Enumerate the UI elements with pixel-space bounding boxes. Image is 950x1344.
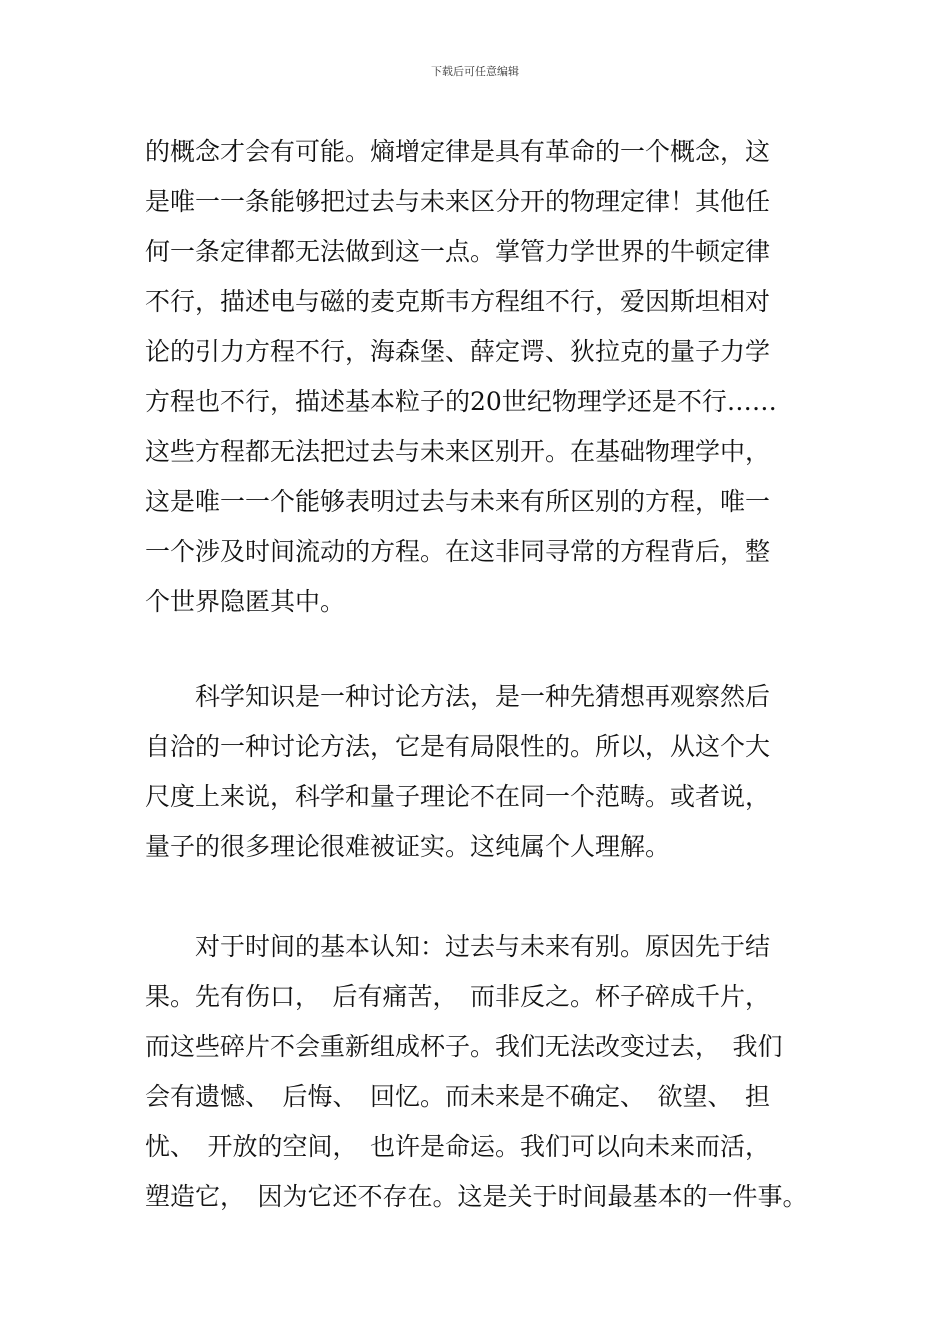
text-line: 塑造它， 因为它还不存在。这是关于时间最基本的一件事。 xyxy=(145,1182,808,1211)
text-line: 果。先有伤口， 后有痛苦， 而非反之。杯子碎成千片， xyxy=(145,982,771,1011)
text-line: 自洽的一种讨论方法，它是有局限性的。所以，从这个大 xyxy=(145,732,771,761)
text-line: 量子的很多理论很难被证实。这纯属个人理解。 xyxy=(145,832,671,861)
text-line: 会有遗憾、 后悔、 回忆。而未来是不确定、 欲望、 担 xyxy=(145,1082,771,1111)
text-line: 尺度上来说，科学和量子理论不在同一个范畴。或者说， xyxy=(145,782,771,811)
text-line: 一个涉及时间流动的方程。在这非同寻常的方程背后，整 xyxy=(145,537,771,566)
text-line: 论的引力方程不行，海森堡、薛定谔、狄拉克的量子力学 xyxy=(145,337,771,366)
text-line: 忧、 开放的空间， 也许是命运。我们可以向未来而活， xyxy=(145,1132,771,1161)
text-line: 这是唯一一个能够表明过去与未来有所区别的方程，唯一 xyxy=(145,487,771,516)
page-header: 下载后可任意编辑 xyxy=(431,65,519,78)
text-line: 不行，描述电与磁的麦克斯韦方程组不行，爱因斯坦相对 xyxy=(145,287,771,316)
paragraph-1 xyxy=(145,127,815,627)
text-line: 的概念才会有可能。熵增定律是具有革命的一个概念，这 xyxy=(145,137,771,166)
text-line: 这些方程都无法把过去与未来区别开。在基础物理学中， xyxy=(145,437,771,466)
text-line: 何一条定律都无法做到这一点。掌管力学世界的牛顿定律 xyxy=(145,237,771,266)
text-line: 个世界隐匿其中。 xyxy=(145,587,346,616)
text-line: 是唯一一条能够把过去与未来区分开的物理定律！其他任 xyxy=(145,187,771,216)
text-line: 方程也不行，描述基本粒子的20世纪物理学还是不行…… xyxy=(145,387,777,416)
text-line: 而这些碎片不会重新组成杯子。我们无法改变过去， 我们 xyxy=(145,1032,783,1061)
paragraph-2 xyxy=(145,672,815,872)
paragraph-3 xyxy=(145,922,815,1222)
text-line: 对于时间的基本认知：过去与未来有别。原因先于结 xyxy=(145,932,771,961)
text-line: 科学知识是一种讨论方法，是一种先猜想再观察然后 xyxy=(145,682,771,711)
